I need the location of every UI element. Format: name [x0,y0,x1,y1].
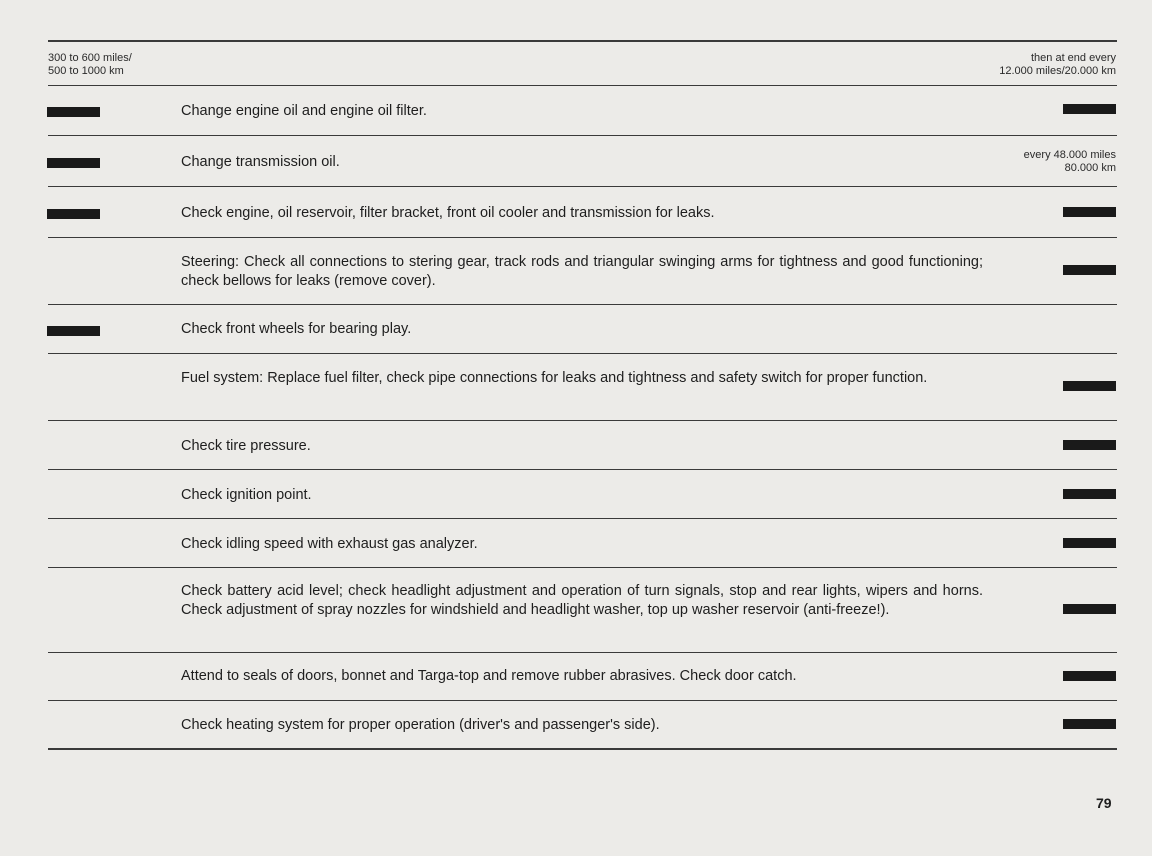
mark-interval-10 [1063,671,1116,681]
header-left-line1: 300 to 600 miles/ [48,52,132,64]
row-rule [48,420,1117,421]
item-text-1: Change transmission oil. [181,154,340,170]
mark-interval-7 [1063,489,1116,499]
row-rule [48,567,1117,568]
mark-initial-0 [47,107,100,117]
mark-interval-6 [1063,440,1116,450]
row-rule [48,304,1117,305]
interval-note-line1: every 48.000 miles [1023,149,1116,161]
row-rule [48,353,1117,354]
header-left-line2: 500 to 1000 km [48,65,124,77]
header-left-interval [48,52,132,78]
bottom-rule [48,748,1117,750]
header-right-line2: 12.000 miles/20.000 km [999,65,1116,77]
row-rule [48,518,1117,519]
row-rule [48,469,1117,470]
item-text-0: Change engine oil and engine oil filter. [181,103,427,119]
item-text-4: Check front wheels for bearing play. [181,321,412,337]
item-text-10: Attend to seals of doors, bonnet and Targa-top and remove rubber abrasives. Check door catch. [181,668,797,684]
row-rule [48,135,1117,136]
item-text-6: Check tire pressure. [181,438,311,454]
mark-initial-1 [47,158,100,168]
header-bottom-rule [48,85,1117,86]
mark-interval-5 [1063,381,1116,391]
mark-initial-4 [47,326,100,336]
mark-interval-11 [1063,719,1116,729]
item-text-5: Fuel system: Replace fuel filter, check pipe connections for leaks and tightness and safety switch for proper function. [181,370,928,386]
item-text-9: Check battery acid level; check headlight adjustment and operation of turn signals, stop and rear lights, wipers and horns. Check adjustment of spray nozzles for windshield and headlight washer, top up washer reservoir (anti-freeze!). [181,583,983,618]
item-text-8: Check idling speed with exhaust gas analyzer. [181,536,478,552]
header-right-interval [999,52,1116,78]
mark-interval-2 [1063,207,1116,217]
mark-initial-2 [47,209,100,219]
row-rule [48,652,1117,653]
row-rule [48,186,1117,187]
mark-interval-9 [1063,604,1116,614]
row-rule [48,237,1117,238]
page-number: 79 [1096,795,1112,811]
item-text-11: Check heating system for proper operation (driver's and passenger's side). [181,717,660,733]
mark-interval-3 [1063,265,1116,275]
item-text-2: Check engine, oil reservoir, filter bracket, front oil cooler and transmission for leaks. [181,205,715,221]
row-rule [48,700,1117,701]
interval-note-1 [1024,149,1116,175]
header-right-line1: then at end every [1030,52,1116,64]
mark-interval-8 [1063,538,1116,548]
item-text-7: Check ignition point. [181,487,312,503]
mark-interval-0 [1063,104,1116,114]
top-rule [48,40,1117,42]
interval-note-line2: 80.000 km [1064,162,1116,174]
item-text-3: Steering: Check all connections to stering gear, track rods and triangular swinging arms for tightness and good functioning; check bellows for leaks (remove cover). [181,254,983,289]
